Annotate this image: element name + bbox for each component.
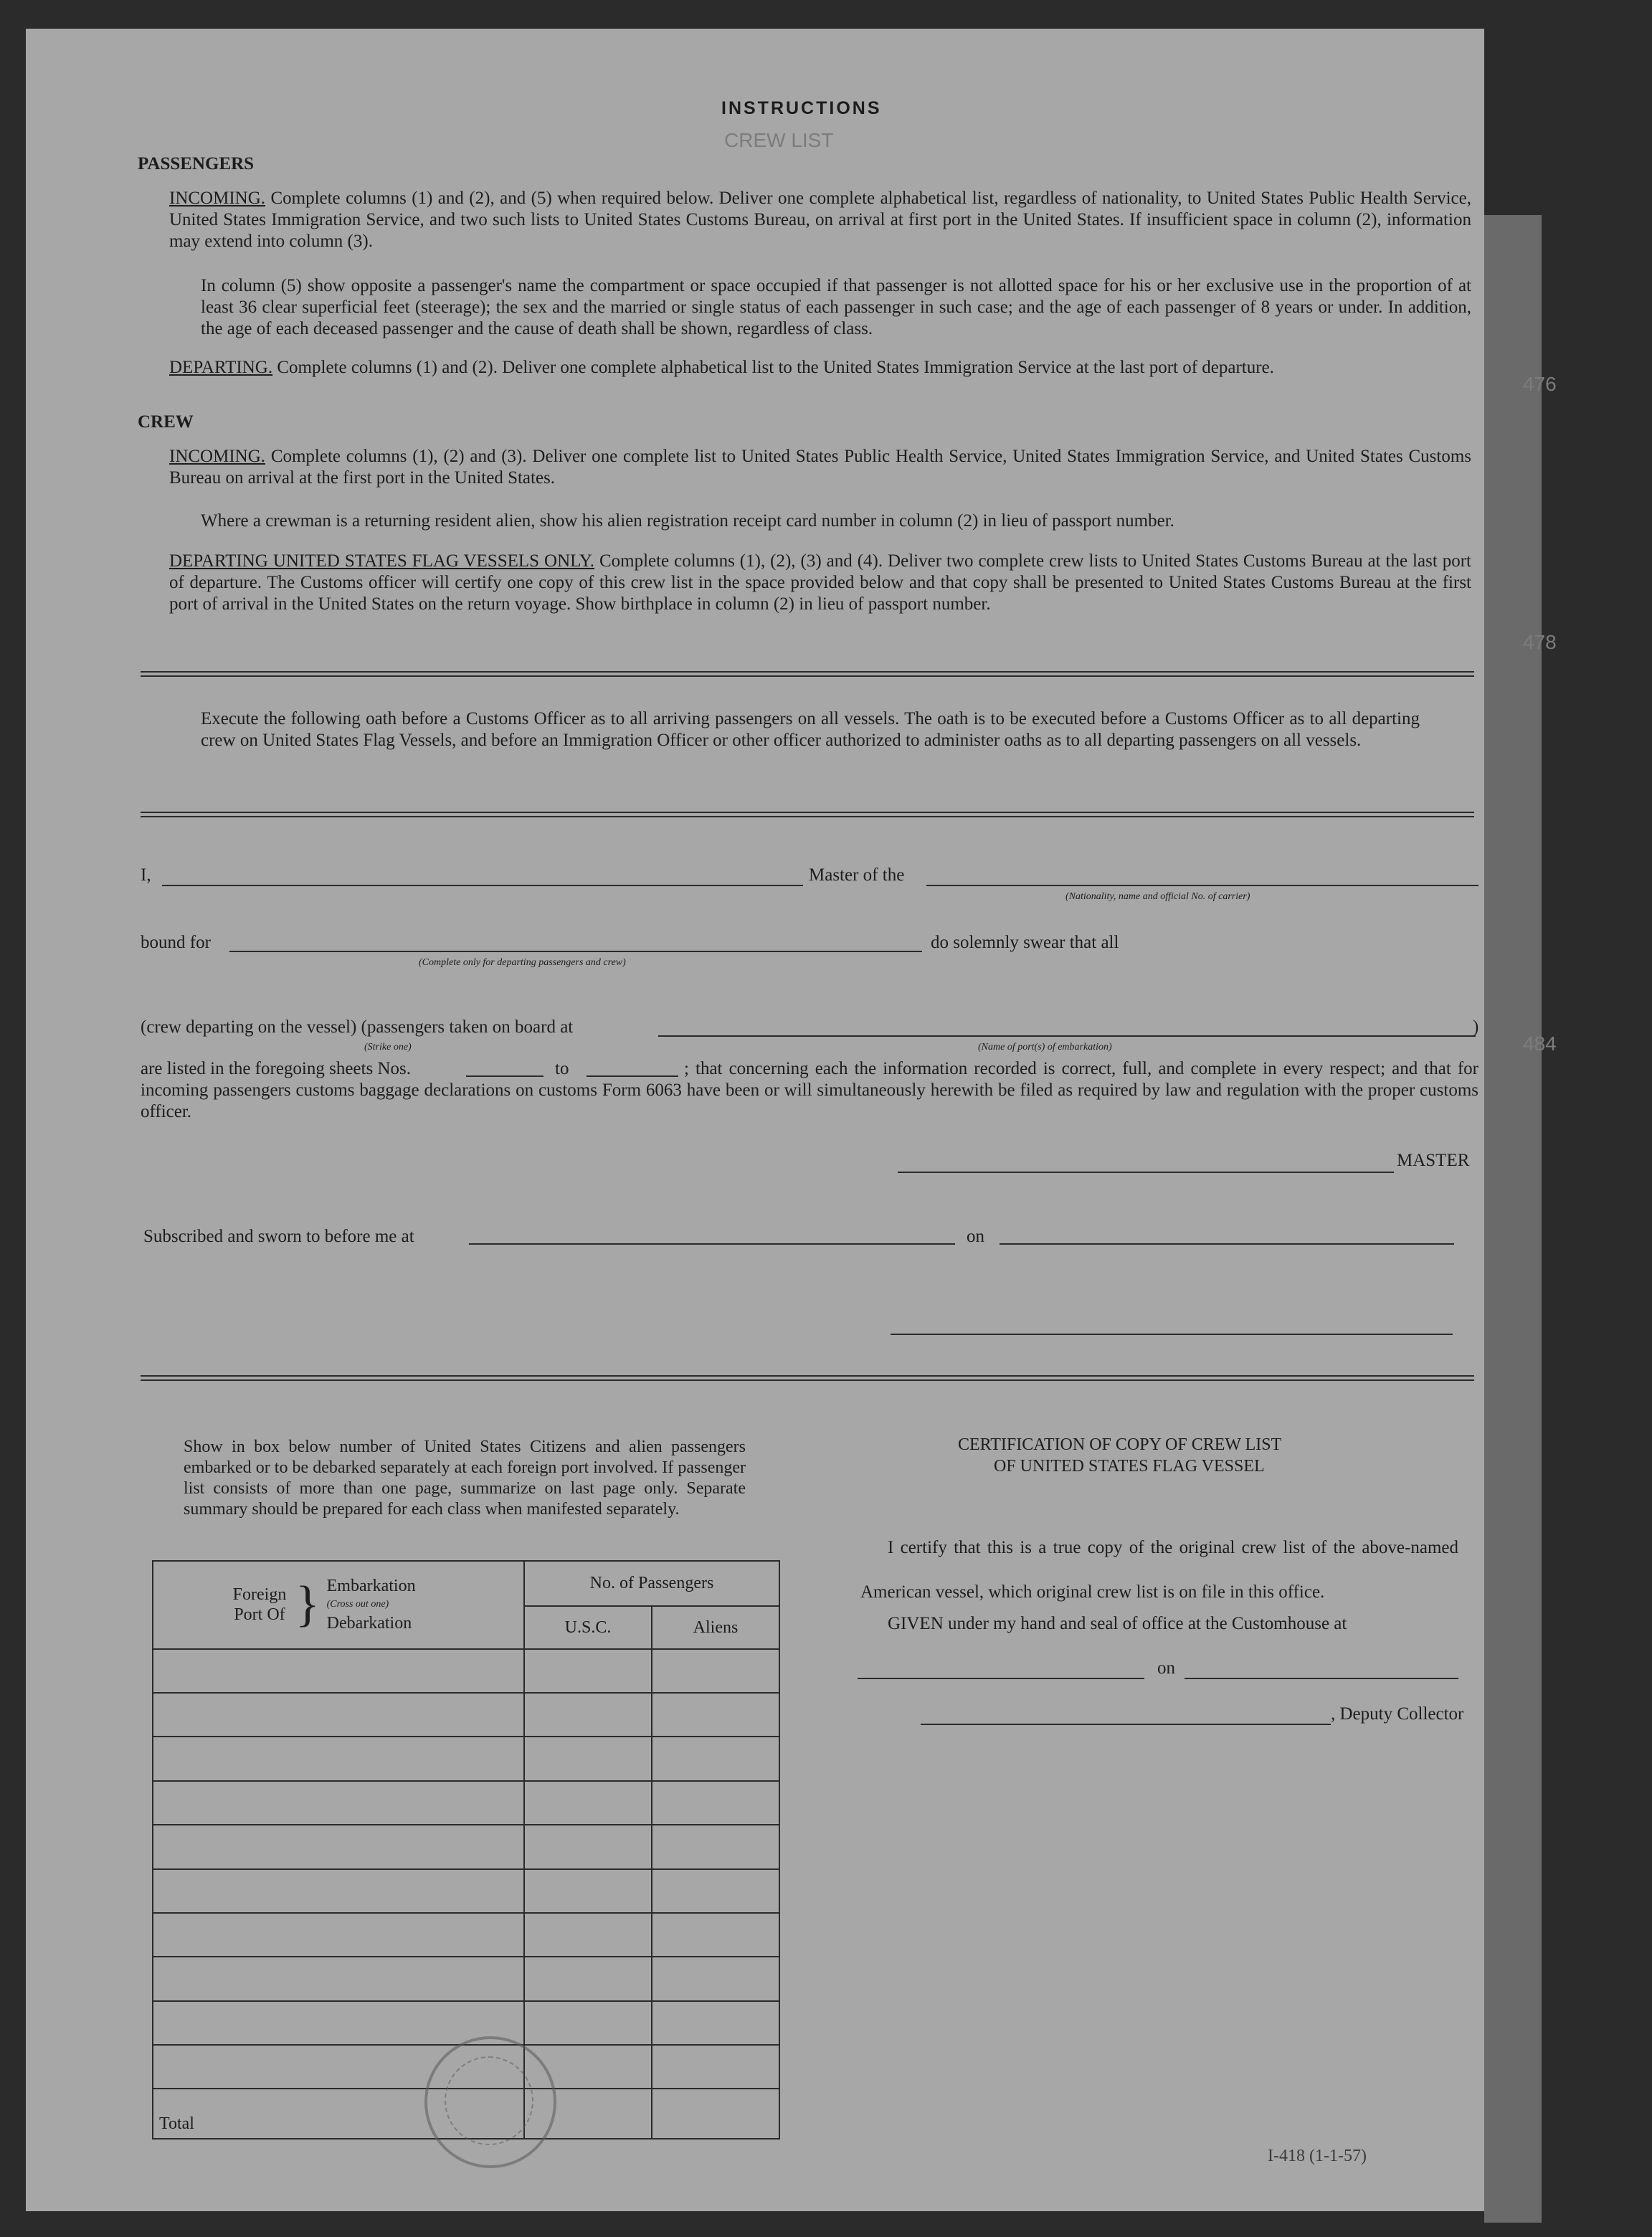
master-of-label: Master of the <box>809 865 905 885</box>
foreign-port-of-label: Foreign Port Of <box>232 1585 287 1625</box>
instructions-title: INSTRUCTIONS <box>721 98 882 118</box>
certify-text: I certify that this is a true copy of the original crew list of the above-named American vessel, which original crew list is on file in this office. <box>860 1538 1458 1602</box>
embarkation-label: Embarkation <box>326 1577 416 1596</box>
crew-resident-note: Where a crewman is a returning resident alien, show his alien registration receipt card number in column (2) in lieu of passport number. <box>201 511 1174 531</box>
incoming-text: Complete columns (1) and (2), and (5) when required below. Deliver one complete alphabetical list, regardless of nationality, to United States Public Health Service, United States Immigration Service, and two such lists to United States Customs Bureau, on arrival at first port in the United States. If insufficient space in column (2), information may extend into column (3). <box>169 189 1472 251</box>
bleed-through-digits: 478 <box>1523 631 1557 653</box>
certification-title-2: OF UNITED STATES FLAG VESSEL <box>994 1457 1265 1476</box>
usc-header: U.S.C. <box>524 1606 652 1648</box>
brace-icon: } <box>295 1577 320 1633</box>
master-signature-field[interactable] <box>898 1172 1394 1173</box>
section-divider <box>141 1375 1474 1381</box>
master-name-field[interactable] <box>162 885 803 886</box>
cross-out-hint: (Cross out one) <box>326 1599 389 1610</box>
passengers-incoming <box>169 188 1471 252</box>
passengers-column5-note: In column (5) show opposite a passenger's name the compartment or space occupied if that passenger is not allotted space for his or her exclusive use in the proportion of at least 36 clear superficial feet (steerage); the sex and the married or single status of each passenger in such case; and the age of each passenger of 8 years or under. In addition, the age of each deceased passenger and the cause of death shall be shown, regardless of class. <box>201 276 1471 338</box>
port-cell[interactable] <box>153 1737 524 1780</box>
customs-stamp-inner <box>445 2056 533 2145</box>
crew-incoming-label: INCOMING. <box>169 447 266 466</box>
port-cell[interactable] <box>153 1913 524 1957</box>
passengers-departing <box>169 357 1471 379</box>
sworn-on-label: on <box>967 1227 984 1246</box>
crew-departing-text: Complete columns (1), (2), (3) and (4). Deliver two complete crew lists to United States Customs Bureau at the last port of departure. The Customs officer will certify one copy of this crew list in the space provided below and that copy shall be presented to United States Customs Bureau at the first port of arrival in the United States on the return voyage. Show birthplace in column (2) in lieu of passport number. <box>169 551 1472 614</box>
listed-rest-text: ; that concerning each the information recorded is correct, full, and complete in every respect; and that for incoming passengers customs baggage declarations on customs Form 6063 have been or will simultaneously herewith be filed as required by law and regulation with the proper customs officer. <box>141 1059 1478 1121</box>
debarkation-label: Debarkation <box>326 1614 412 1633</box>
subscribed-label: Subscribed and sworn to before me at <box>143 1227 414 1246</box>
summary-instructions: Show in box below number of United States Citizens and alien passengers embarked or to be debarked separately at each foreign port involved. If passenger list consists of more than one page, summarize on last page only. Separate summary should be prepared for each class when manifested separately. <box>184 1438 746 1519</box>
strike-one-hint: (Strike one) <box>364 1042 412 1053</box>
oath-i-label: I, <box>141 865 151 885</box>
departing-text: Complete columns (1) and (2). Deliver one complete alphabetical list to the United States Immigration Service at the last port of departure. <box>277 358 1274 377</box>
aliens-cell[interactable] <box>652 1781 779 1825</box>
certification-on-label: on <box>1157 1658 1175 1678</box>
to-label: to <box>555 1059 569 1078</box>
crew-passengers-text: (crew departing on the vessel) (passengers taken on board at <box>141 1017 574 1037</box>
usc-cell[interactable] <box>524 1737 652 1780</box>
certification-title-1: CERTIFICATION OF COPY OF CREW LIST <box>958 1435 1282 1454</box>
usc-cell[interactable] <box>524 1649 652 1693</box>
given-text: GIVEN under my hand and seal of office at the Customhouse at <box>888 1614 1347 1633</box>
page-shadow-edge <box>1484 215 1542 2223</box>
port-cell[interactable] <box>153 1693 524 1737</box>
deputy-signature-field[interactable] <box>921 1724 1331 1725</box>
oath-intro: Execute the following oath before a Customs Officer as to all arriving passengers on all vessels. The oath is to be executed before a Customs Officer as to all departing crew on United States Flag Vessels, and before an Immigration Officer or other officer authorized to administer oaths as to all departing passengers on all vessels. <box>201 709 1420 750</box>
section-divider <box>141 671 1474 677</box>
close-paren: ) <box>1473 1017 1479 1037</box>
departing-label: DEPARTING. <box>169 358 273 377</box>
usc-cell[interactable] <box>524 1693 652 1737</box>
no-passengers-header: No. of Passengers <box>524 1561 779 1606</box>
officer-signature-field[interactable] <box>891 1334 1453 1335</box>
aliens-cell[interactable] <box>652 1869 779 1913</box>
port-hint: (Name of port(s) of embarkation) <box>978 1042 1112 1053</box>
aliens-cell[interactable] <box>652 1913 779 1957</box>
crew-incoming <box>169 446 1471 489</box>
aliens-cell[interactable] <box>652 1737 779 1780</box>
sworn-place-field[interactable] <box>469 1243 955 1245</box>
aliens-cell[interactable] <box>652 1649 779 1693</box>
crew-heading: CREW <box>138 412 194 432</box>
usc-cell[interactable] <box>524 1781 652 1825</box>
aliens-header: Aliens <box>652 1606 779 1648</box>
aliens-total-cell[interactable] <box>652 2089 779 2139</box>
bound-for-hint: (Complete only for departing passengers and crew) <box>419 957 626 968</box>
customhouse-field[interactable] <box>858 1678 1144 1679</box>
usc-cell[interactable] <box>524 2001 652 2045</box>
carrier-hint: (Nationality, name and official No. of carrier) <box>1065 891 1250 902</box>
port-cell[interactable] <box>153 2001 524 2045</box>
crew-departing <box>169 551 1471 615</box>
bleed-through-digits: 484 <box>1523 1032 1557 1055</box>
crew-departing-label: DEPARTING UNITED STATES FLAG VESSELS ONLY. <box>169 551 594 571</box>
aliens-cell[interactable] <box>652 2001 779 2045</box>
usc-cell[interactable] <box>524 1825 652 1868</box>
aliens-cell[interactable] <box>652 2045 779 2089</box>
usc-cell[interactable] <box>524 1957 652 2000</box>
port-cell[interactable] <box>153 1957 524 2000</box>
total-label: Total <box>159 2114 194 2133</box>
usc-cell[interactable] <box>524 1913 652 1957</box>
port-header-cell <box>153 1561 524 1649</box>
master-label: MASTER <box>1397 1151 1470 1170</box>
bound-for-label: bound for <box>141 933 211 952</box>
port-cell[interactable] <box>153 1781 524 1825</box>
listed-in-label: are listed in the foregoing sheets Nos. <box>141 1059 411 1078</box>
incoming-label: INCOMING. <box>169 189 266 208</box>
aliens-cell[interactable] <box>652 1957 779 2000</box>
passengers-heading: PASSENGERS <box>138 154 255 174</box>
port-cell[interactable] <box>153 1869 524 1913</box>
bleed-through-text: CREW LIST <box>724 129 834 151</box>
section-divider <box>141 812 1474 817</box>
aliens-cell[interactable] <box>652 1693 779 1737</box>
form-number: I-418 (1-1-57) <box>1268 2147 1367 2165</box>
swear-text: do solemnly swear that all <box>931 933 1119 952</box>
usc-cell[interactable] <box>524 1869 652 1913</box>
bleed-through-digits: 476 <box>1523 373 1557 395</box>
sworn-date-field[interactable] <box>1000 1243 1454 1245</box>
aliens-cell[interactable] <box>652 1825 779 1868</box>
port-cell[interactable] <box>153 1825 524 1868</box>
crew-incoming-text: Complete columns (1), (2) and (3). Deliver one complete list to United States Public Health Service, United States Immigration Service, and United States Customs Bureau on arrival at the first port in the United States. <box>169 447 1472 488</box>
port-cell[interactable] <box>153 1649 524 1693</box>
certification-date-field[interactable] <box>1185 1678 1458 1679</box>
deputy-collector-label: , Deputy Collector <box>1331 1704 1464 1724</box>
